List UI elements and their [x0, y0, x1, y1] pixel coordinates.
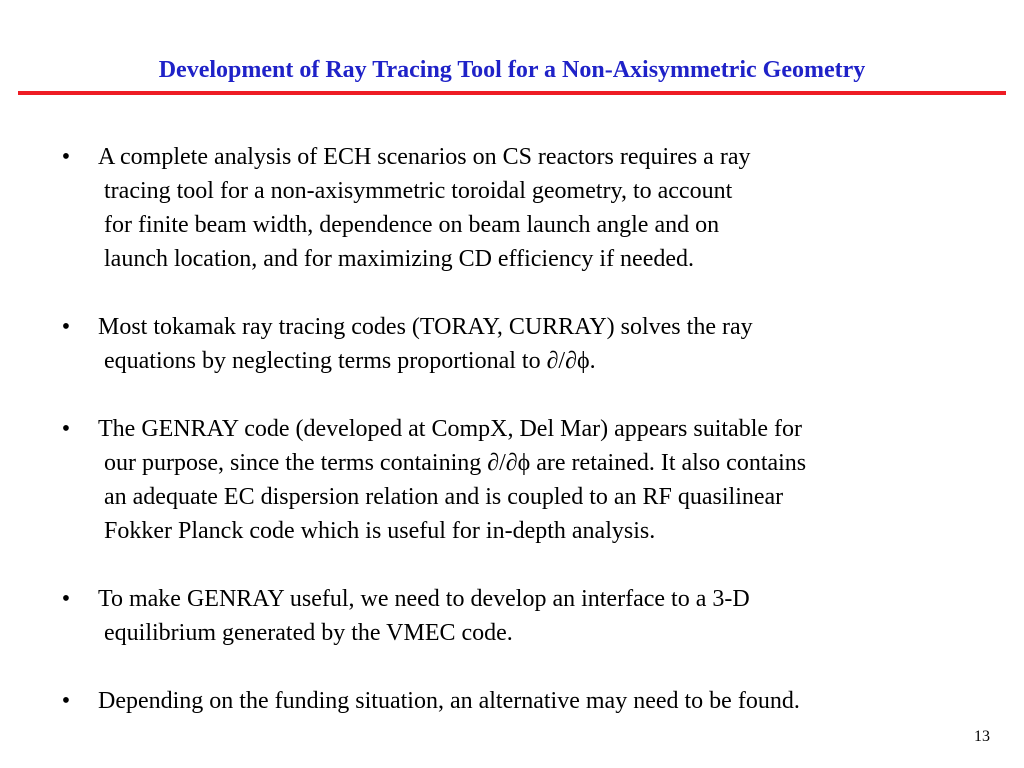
bullet-1-line-4: launch location, and for maximizing CD efficiency if needed. — [104, 246, 695, 272]
bullet-icon: • — [61, 314, 71, 340]
bullet-5-line-1: Depending on the funding situation, an alternative may need to be found. — [98, 688, 800, 714]
slide-title: Development of Ray Tracing Tool for a Non-Axisymmetric Geometry — [158, 57, 866, 83]
page-number: 13 — [974, 728, 990, 745]
bullet-2-line-1: Most tokamak ray tracing codes (TORAY, CURRAY) solves the ray — [98, 314, 753, 340]
bullet-icon: • — [61, 144, 71, 170]
bullet-3-line-1: The GENRAY code (developed at CompX, Del Mar) appears suitable for — [98, 416, 803, 442]
title-divider — [18, 91, 1006, 95]
bullet-1-line-1: A complete analysis of ECH scenarios on CS reactors requires a ray — [98, 144, 751, 170]
bullet-2-line-2: equations by neglecting terms proportional to ∂/∂ϕ. — [104, 348, 596, 374]
bullet-icon: • — [61, 586, 71, 612]
bullet-item-5 — [56, 684, 986, 718]
bullet-item-2 — [56, 310, 986, 378]
bullet-icon: • — [61, 416, 71, 442]
bullet-item-4 — [56, 582, 986, 650]
bullet-3-line-3: an adequate EC dispersion relation and is coupled to an RF quasilinear — [104, 484, 784, 510]
bullet-4-line-1: To make GENRAY useful, we need to develop an interface to a 3-D — [98, 586, 750, 612]
bullet-item-1 — [56, 140, 986, 276]
bullet-4-line-2: equilibrium generated by the VMEC code. — [104, 620, 513, 646]
bullet-item-3 — [56, 412, 986, 548]
bullet-3-line-4: Fokker Planck code which is useful for in-depth analysis. — [104, 518, 656, 544]
bullet-1-line-3: for finite beam width, dependence on beam launch angle and on — [104, 212, 720, 238]
bullet-1-line-2: tracing tool for a non-axisymmetric toroidal geometry, to account — [104, 178, 733, 204]
bullet-3-line-2: our purpose, since the terms containing ∂/∂ϕ are retained. It also contains — [104, 450, 807, 476]
bullet-list — [56, 140, 986, 718]
bullet-icon: • — [61, 688, 71, 714]
